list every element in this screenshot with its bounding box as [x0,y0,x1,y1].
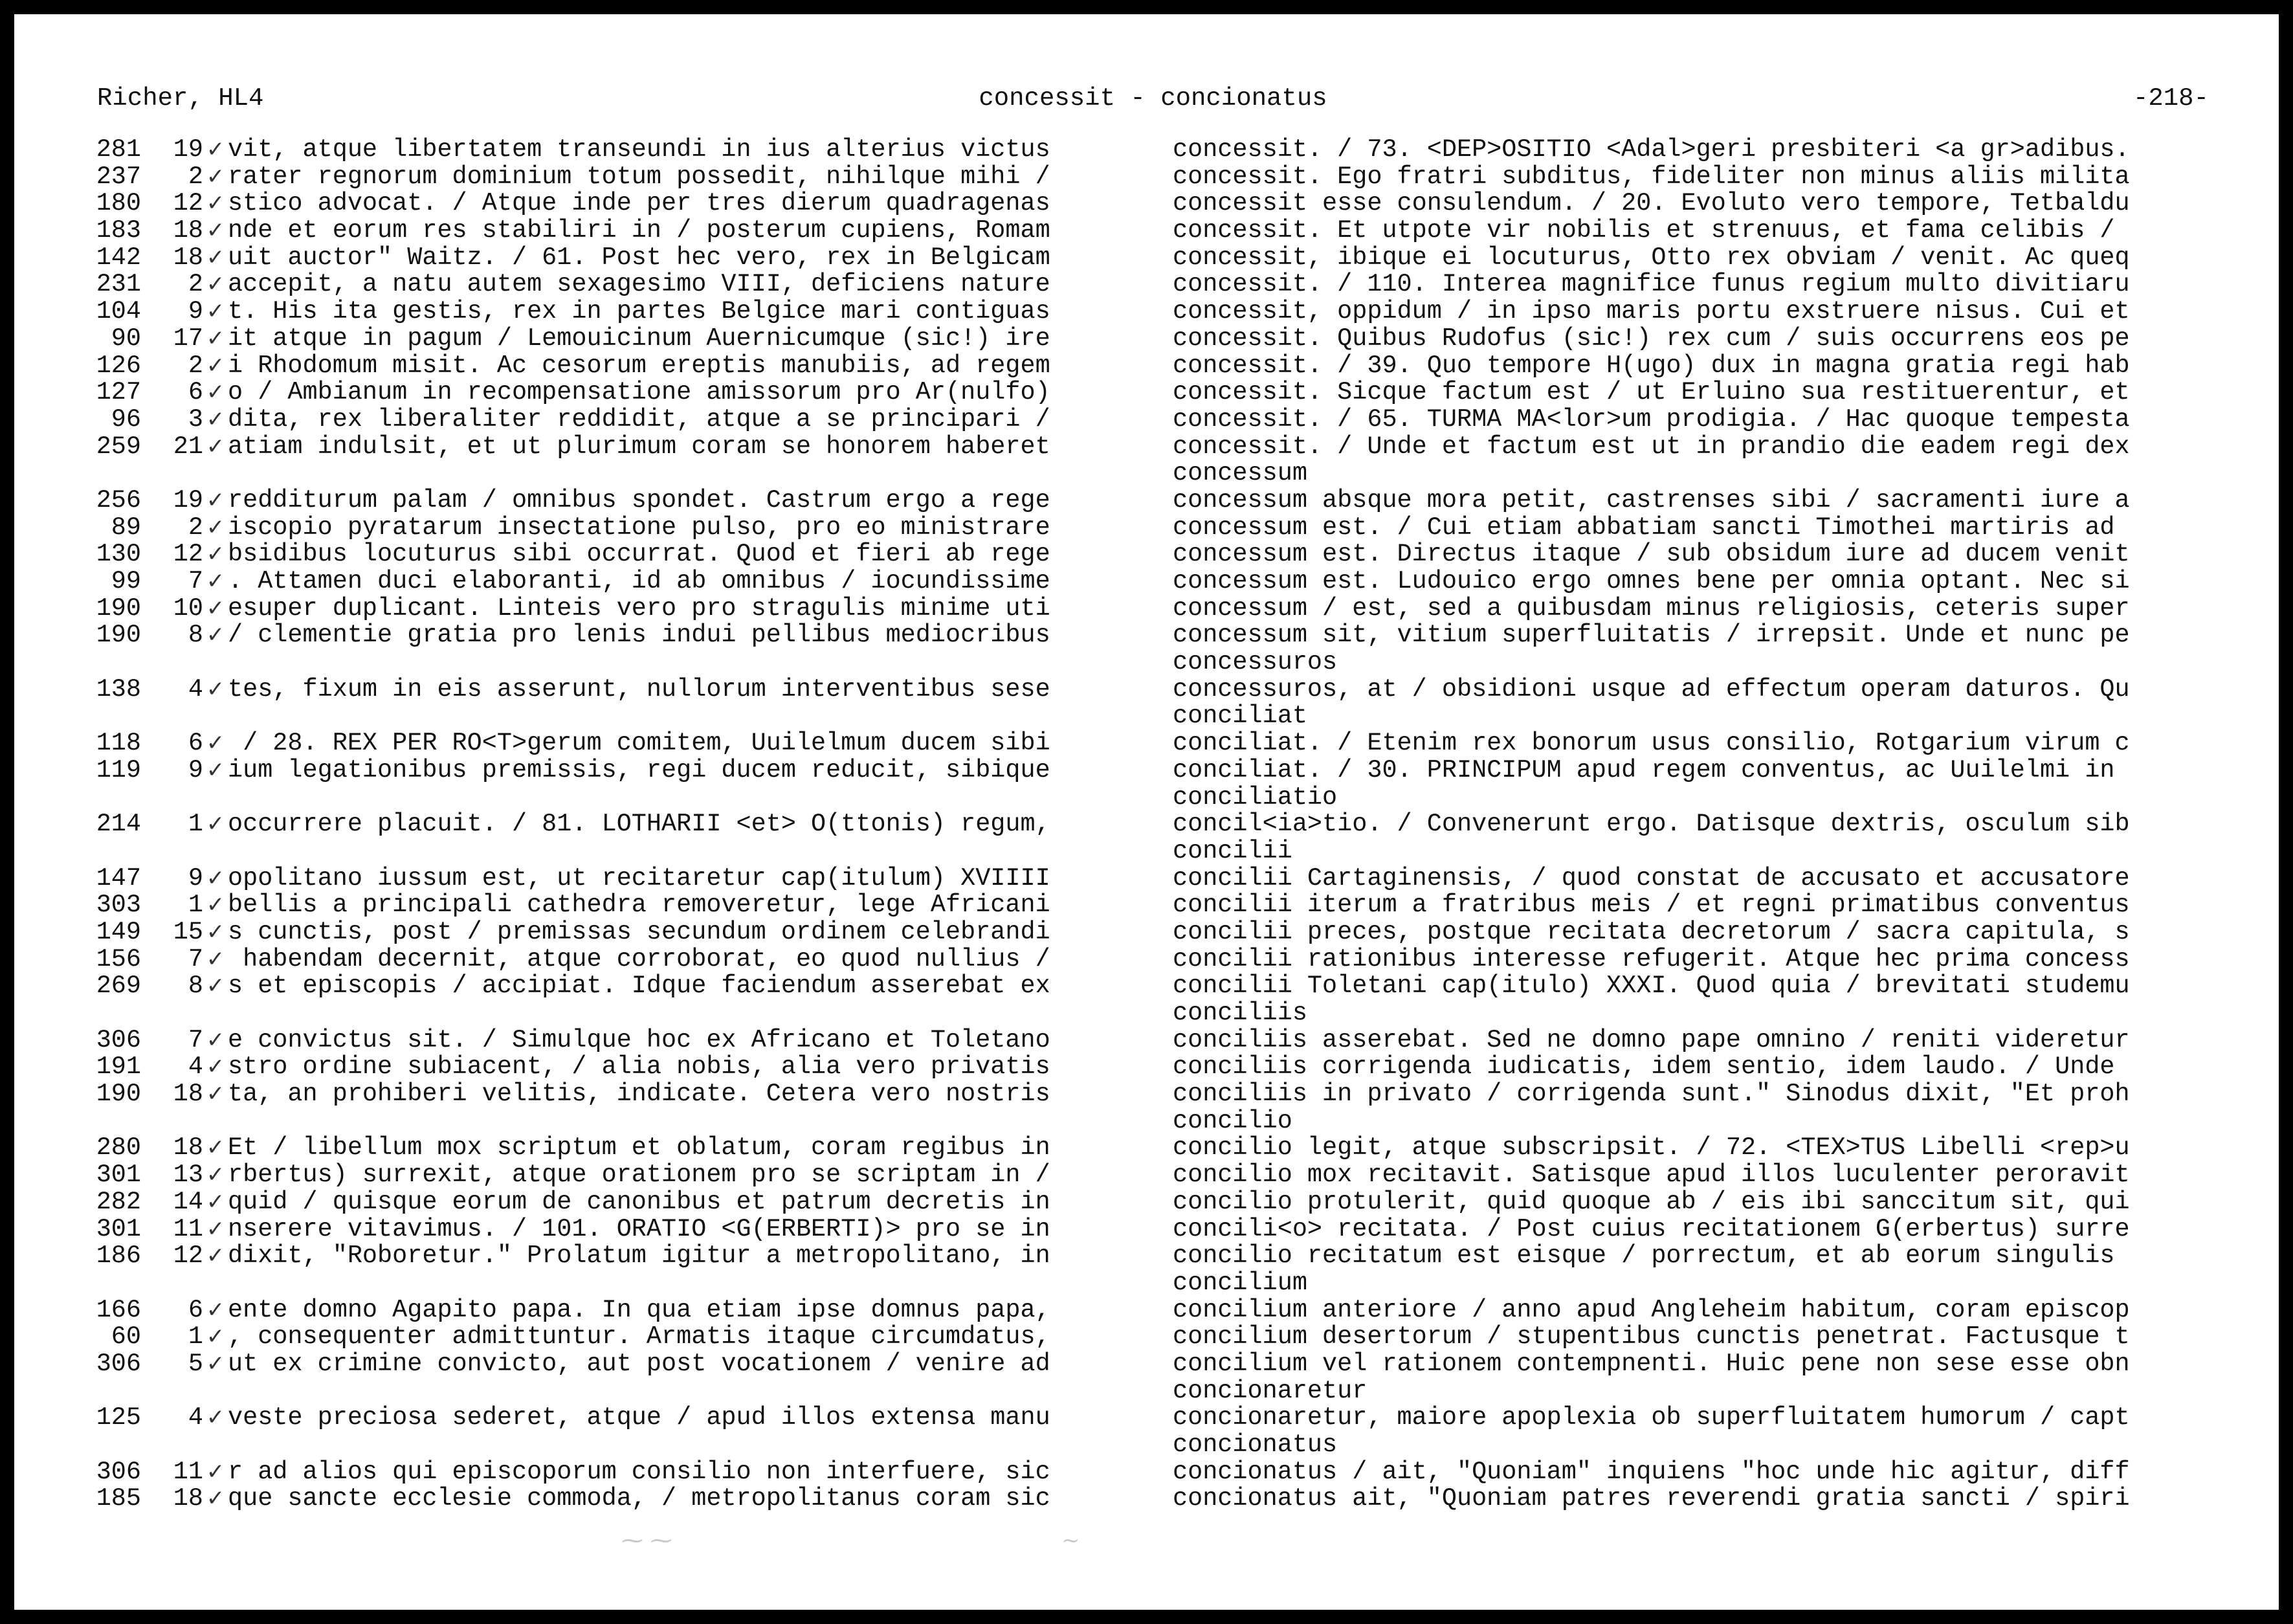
keyword-context: concessit. / 110. Interea magnifice funus regium multo divitiaru [1173,271,2130,299]
check-mark-icon: ✓ [206,1135,225,1161]
concordance-row [0,919,2293,946]
concordance-row [0,622,2293,649]
left-context: occurrere placuit. / 81. LOTHARII <et> O(ttonis) regum, [228,811,1050,838]
page-number: 183 [96,217,141,245]
line-number: 1 [188,892,203,919]
headword-row [0,1108,2293,1135]
headword-row [0,460,2293,487]
keyword-context: concessum est. Directus itaque / sub obsidum iure ad ducem venit [1173,541,2130,569]
left-context: esuper duplicant. Linteis vero pro stragulis minime uti [228,595,1050,623]
keyword-context: concessit. / 65. TURMA MA<lor>um prodigia. / Hac quoque tempesta [1173,406,2130,434]
left-context: / 28. REX PER RO<T>gerum comitem, Uuilelmum ducem sibi [228,730,1050,757]
page-number: 180 [96,190,141,218]
concordance-row [0,353,2293,380]
keyword-context: concili<o> recitata. / Post cuius recitationem G(erbertus) surre [1173,1216,2130,1243]
check-mark-icon: ✓ [206,892,225,918]
left-context: . Attamen duci elaboranti, id ab omnibus / iocundissime [228,568,1050,595]
page-number: 130 [96,541,141,569]
keyword-context: concilium vel rationem contempnenti. Huic pene non sese esse obn [1173,1350,2130,1378]
left-context: ta, an prohiberi velitis, indicate. Cetera vero nostris [228,1081,1050,1108]
check-mark-icon: ✓ [206,1216,225,1242]
check-mark-icon: ✓ [206,325,225,351]
concordance-row [0,326,2293,353]
page-number: 301 [96,1216,141,1243]
check-mark-icon: ✓ [206,352,225,379]
left-context: nde et eorum res stabiliri in / posterum cupiens, Romam [228,217,1050,245]
line-number: 10 [173,595,203,623]
page-number: 186 [96,1243,141,1270]
headword: conciliis [1173,1000,1307,1027]
concordance-row [0,865,2293,893]
page-number: 280 [96,1135,141,1162]
left-context: r ad alios qui episcoporum consilio non interfuere, sic [228,1458,1050,1486]
page-number: 127 [96,379,141,406]
keyword-context: conciliat. / Etenim rex bonorum usus consilio, Rotgarium virum c [1173,730,2130,757]
concordance-row [0,973,2293,1000]
check-mark-icon: ✓ [206,433,225,460]
check-mark-icon: ✓ [206,946,225,972]
keyword-context: concilio protulerit, quid quoque ab / eis ibi sanccitum sit, qui [1173,1188,2130,1216]
page-header [97,83,2209,114]
check-mark-icon: ✓ [206,298,225,325]
keyword-context: concilio recitatum est eisque / porrectum, et ab eorum singulis [1173,1243,2115,1270]
check-mark-icon: ✓ [206,1027,225,1053]
concordance-row [0,164,2293,191]
check-mark-icon: ✓ [206,1458,225,1485]
faint-pencil-marks-2: ~ [1061,1528,1080,1553]
line-number: 2 [188,352,203,380]
concordance-row [0,1135,2293,1162]
check-mark-icon: ✓ [206,1485,225,1512]
concordance-list [0,137,2293,1513]
headword-row [0,1378,2293,1405]
left-context: veste preciosa sederet, atque / apud illos extensa manu [228,1405,1050,1432]
concordance-row [0,217,2293,245]
line-number: 6 [188,730,203,757]
concordance-row [0,676,2293,704]
concordance-row [0,271,2293,298]
line-number: 11 [173,1216,203,1243]
keyword-context: conciliis in privato / corrigenda sunt." Sinodus dixit, "Et proh [1173,1081,2130,1108]
line-number: 15 [173,918,203,946]
page-number: 96 [111,406,141,434]
line-number: 17 [173,325,203,353]
left-context: quid / quisque eorum de canonibus et patrum decretis in [228,1188,1050,1216]
check-mark-icon: ✓ [206,217,225,244]
check-mark-icon: ✓ [206,190,225,217]
concordance-row [0,1081,2293,1108]
check-mark-icon: ✓ [206,271,225,298]
keyword-context: concessuros, at / obsidioni usque ad effectum operam daturos. Qu [1173,676,2130,704]
check-mark-icon: ✓ [206,1054,225,1080]
keyword-context: concilium anteriore / anno apud Angleheim habitum, coram episcop [1173,1296,2130,1324]
keyword-context: concessit, ibique ei locuturus, Otto rex obviam / venit. Ac queq [1173,244,2130,272]
left-context: / clementie gratia pro lenis indui pellibus mediocribus [228,622,1050,650]
keyword-context: concessit. Quibus Rudofus (sic!) rex cum / suis occurrens eos pe [1173,325,2130,353]
headword-row [0,784,2293,812]
check-mark-icon: ✓ [206,487,225,513]
headword: conciliat [1173,703,1307,731]
left-context: vit, atque libertatem transeundi in ius alterius victus [228,137,1050,164]
page-number: 185 [96,1485,141,1513]
left-context: Et / libellum mox scriptum et oblatum, coram regibus in [228,1135,1050,1162]
page-number: 149 [96,918,141,946]
check-mark-icon: ✓ [206,1350,225,1377]
check-mark-icon: ✓ [206,137,225,162]
keyword-context: concil<ia>tio. / Convenerunt ergo. Datisque dextris, osculum sib [1173,811,2130,838]
check-mark-icon: ✓ [206,163,225,190]
concordance-row [0,1485,2293,1513]
left-context: rbertus) surrexit, atque orationem pro se scriptam in / [228,1162,1050,1189]
concordance-row [0,1243,2293,1270]
line-number: 6 [188,379,203,406]
faint-pencil-marks: ⁓ ⁓ [621,1528,672,1553]
keyword-context: concessit. / Unde et factum est ut in prandio die eadem regi dex [1173,433,2130,461]
concordance-row [0,568,2293,595]
page-number: 99 [111,568,141,595]
keyword-context: concessum est. / Cui etiam abbatiam sancti Timothei martiris ad [1173,514,2115,542]
left-context: habendam decernit, atque corroborat, eo quod nullius / [228,946,1050,973]
line-number: 3 [188,406,203,434]
concordance-row [0,298,2293,326]
concordance-row [0,1054,2293,1081]
check-mark-icon: ✓ [206,622,225,649]
page-number: 190 [96,1081,141,1108]
page-number: 89 [111,514,141,542]
keyword-context: concessit, oppidum / in ipso maris portu exstruere nisus. Cui et [1173,298,2130,326]
keyword-context: concionaretur, maiore apoplexia ob superfluitatem humorum / capt [1173,1405,2130,1432]
keyword-context: concilii rationibus interesse refugerit. Atque hec prima concess [1173,946,2130,973]
left-context: rater regnorum dominium totum possedit, nihilque mihi / [228,163,1050,191]
check-mark-icon: ✓ [206,379,225,406]
page-number: 142 [96,244,141,272]
left-context: iscopio pyratarum insectatione pulso, pro eo ministrare [228,514,1050,542]
concordance-row [0,379,2293,406]
header-page-number: -218- [2132,84,2209,113]
concordance-row [0,1216,2293,1243]
concordance-row [0,541,2293,568]
concordance-row [0,1189,2293,1216]
headword: concilio [1173,1107,1292,1135]
page-number: 237 [96,163,141,191]
line-number: 9 [188,865,203,893]
check-mark-icon: ✓ [206,730,225,757]
line-number: 18 [173,217,203,245]
left-context: stico advocat. / Atque inde per tres dierum quadragenas [228,190,1050,218]
line-number: 8 [188,973,203,1001]
concordance-row [0,487,2293,515]
check-mark-icon: ✓ [206,541,225,568]
keyword-context: concessit. Ego fratri subditus, fideliter non minus aliis milita [1173,163,2130,191]
line-number: 9 [188,757,203,784]
headword: conciliatio [1173,784,1338,812]
concordance-row [0,1297,2293,1324]
keyword-context: conciliat. / 30. PRINCIPUM apud regem conventus, ac Uuilelmi in [1173,757,2115,784]
page-number: 125 [96,1405,141,1432]
left-context: redditurum palam / omnibus spondet. Castrum ergo a rege [228,487,1050,515]
left-context: i Rhodomum misit. Ac cesorum ereptis manubiis, ad regem [228,352,1050,380]
page-number: 259 [96,433,141,461]
page-number: 190 [96,595,141,623]
keyword-context: concilio legit, atque subscripsit. / 72. <TEX>TUS Libelli <rep>u [1173,1135,2130,1162]
left-context: atiam indulsit, et ut plurimum coram se honorem haberet [228,433,1050,461]
concordance-row [0,1162,2293,1189]
concordance-row [0,190,2293,217]
line-number: 4 [188,1054,203,1082]
page-number: 231 [96,271,141,299]
check-mark-icon: ✓ [206,1296,225,1323]
page-number: 126 [96,352,141,380]
concordance-row [0,245,2293,272]
check-mark-icon: ✓ [206,514,225,540]
keyword-context: conciliis corrigenda iudicatis, idem sentio, idem laudo. / Unde [1173,1054,2115,1082]
left-context: opolitano iussum est, ut recitaretur cap(itulum) XVIIII [228,865,1050,893]
left-context: , consequenter admittuntur. Armatis itaque circumdatus, [228,1324,1050,1351]
check-mark-icon: ✓ [206,1405,225,1431]
concordance-row [0,1351,2293,1378]
line-number: 7 [188,946,203,973]
line-number: 5 [188,1350,203,1378]
page-number: 256 [96,487,141,515]
check-mark-icon: ✓ [206,811,225,838]
page-number: 119 [96,757,141,784]
keyword-context: concessum / est, sed a quibusdam minus religiosis, ceteris super [1173,595,2130,623]
left-context: que sancte ecclesie commoda, / metropolitanus coram sic [228,1485,1050,1513]
check-mark-icon: ✓ [206,1162,225,1188]
check-mark-icon: ✓ [206,1324,225,1350]
line-number: 21 [173,433,203,461]
headword-row [0,1270,2293,1297]
header-range: concessit - concionatus [979,84,1327,113]
keyword-context: concilio mox recitavit. Satisque apud illos luculenter peroravit [1173,1162,2130,1189]
headword-row [0,838,2293,865]
left-context: ut ex crimine convicto, aut post vocationem / venire ad [228,1350,1050,1378]
check-mark-icon: ✓ [206,595,225,621]
headword: concionaretur [1173,1377,1368,1405]
concordance-row [0,946,2293,973]
left-context: tes, fixum in eis asserunt, nullorum interventibus sese [228,676,1050,704]
line-number: 12 [173,190,203,218]
check-mark-icon: ✓ [206,244,225,271]
left-context: dita, rex liberaliter reddidit, atque a se principari / [228,406,1050,434]
line-number: 4 [188,676,203,704]
keyword-context: conciliis asserebat. Sed ne domno pape omnino / reniti videretur [1173,1027,2130,1054]
concordance-row [0,434,2293,461]
line-number: 7 [188,568,203,595]
page-number: 214 [96,811,141,838]
page-number: 104 [96,298,141,326]
line-number: 8 [188,622,203,650]
page-number: 118 [96,730,141,757]
concordance-row [0,1324,2293,1351]
page-number: 138 [96,676,141,704]
left-context: e convictus sit. / Simulque hoc ex Africano et Toletano [228,1027,1050,1054]
line-number: 1 [188,1324,203,1351]
page-number: 269 [96,973,141,1001]
page-number: 166 [96,1296,141,1324]
line-number: 13 [173,1162,203,1189]
keyword-context: concessit esse consulendum. / 20. Evoluto vero tempore, Tetbaldu [1173,190,2130,218]
left-context: bsidibus locuturus sibi occurrat. Quod et fieri ab rege [228,541,1050,569]
left-context: s cunctis, post / premissas secundum ordinem celebrandi [228,918,1050,946]
check-mark-icon: ✓ [206,757,225,783]
line-number: 12 [173,1243,203,1270]
keyword-context: concessum absque mora petit, castrenses sibi / sacramenti iure a [1173,487,2130,515]
keyword-context: concessit. Sicque factum est / ut Erluino sua restituerentur, et [1173,379,2130,406]
page-number: 303 [96,892,141,919]
headword: concilii [1173,838,1292,865]
keyword-context: concilii iterum a fratribus meis / et regni primatibus conventus [1173,892,2130,919]
check-mark-icon: ✓ [206,973,225,999]
headword: concessuros [1173,649,1338,676]
line-number: 18 [173,244,203,272]
page-number: 90 [111,325,141,353]
line-number: 18 [173,1135,203,1162]
keyword-context: concessum est. Ludouico ergo omnes bene per omnia optant. Nec si [1173,568,2130,595]
line-number: 2 [188,271,203,299]
concordance-row [0,1405,2293,1432]
page-number: 306 [96,1350,141,1378]
keyword-context: concilium desertorum / stupentibus cunctis penetrat. Factusque t [1173,1324,2130,1351]
concordance-row [0,730,2293,757]
left-context: bellis a principali cathedra removeretur, lege Africani [228,892,1050,919]
page-number: 60 [111,1324,141,1351]
line-number: 9 [188,298,203,326]
line-number: 6 [188,1296,203,1324]
left-context: nserere vitavimus. / 101. ORATIO <G(ERBERTI)> pro se in [228,1216,1050,1243]
concordance-row [0,137,2293,164]
left-context: it atque in pagum / Lemouicinum Auernicumque (sic!) ire [228,325,1050,353]
keyword-context: concessum sit, vitium superfluitatis / irrepsit. Unde et nunc pe [1173,622,2130,650]
line-number: 7 [188,1027,203,1054]
concordance-row [0,757,2293,784]
left-context: accepit, a natu autem sexagesimo VIII, deficiens nature [228,271,1050,299]
page-number: 282 [96,1188,141,1216]
line-number: 18 [173,1485,203,1513]
concordance-row [0,892,2293,919]
concordance-row [0,515,2293,542]
concordance-row [0,811,2293,838]
keyword-context: concionatus / ait, "Quoniam" inquiens "hoc unde hic agitur, diff [1173,1458,2130,1486]
page-number: 191 [96,1054,141,1082]
concordance-row [0,406,2293,434]
check-mark-icon: ✓ [206,568,225,594]
headword: concessum [1173,460,1307,487]
check-mark-icon: ✓ [206,676,225,702]
line-number: 4 [188,1405,203,1432]
page-number: 306 [96,1458,141,1486]
headword-row [0,703,2293,730]
concordance-row [0,1027,2293,1054]
line-number: 11 [173,1458,203,1486]
left-context: t. His ita gestis, rex in partes Belgice mari contiguas [228,298,1050,326]
line-number: 2 [188,514,203,542]
headword-row [0,1000,2293,1027]
keyword-context: concilii preces, postque recitata decretorum / sacra capitula, s [1173,918,2130,946]
page-number: 281 [96,137,141,164]
left-context: dixit, "Roboretur." Prolatum igitur a metropolitano, in [228,1243,1050,1270]
header-source: Richer, HL4 [97,84,264,113]
page-number: 156 [96,946,141,973]
keyword-context: concilii Cartaginensis, / quod constat de accusato et accusatore [1173,865,2130,893]
keyword-context: concessit. Et utpote vir nobilis et strenuus, et fama celibis / [1173,217,2115,245]
keyword-context: concilii Toletani cap(itulo) XXXI. Quod quia / brevitati studemu [1173,973,2130,1001]
line-number: 1 [188,811,203,838]
concordance-row [0,595,2293,623]
keyword-context: concionatus ait, "Quoniam patres reverendi gratia sancti / spiri [1173,1485,2130,1513]
left-context: o / Ambianum in recompensatione amissorum pro Ar(nulfo) [228,379,1050,406]
line-number: 19 [173,137,203,164]
line-number: 18 [173,1081,203,1108]
headword-row [0,649,2293,676]
line-number: 12 [173,541,203,569]
page-number: 301 [96,1162,141,1189]
check-mark-icon: ✓ [206,918,225,945]
check-mark-icon: ✓ [206,406,225,432]
headword: concilium [1173,1269,1307,1297]
headword: concionatus [1173,1432,1338,1459]
line-number: 14 [173,1188,203,1216]
left-context: uit auctor" Waitz. / 61. Post hec vero, rex in Belgicam [228,244,1050,272]
keyword-context: concessit. / 39. Quo tempore H(ugo) dux in magna gratia regi hab [1173,352,2130,380]
page-number: 306 [96,1027,141,1054]
keyword-context: concessit. / 73. <DEP>OSITIO <Adal>geri presbiteri <a gr>adibus. [1173,137,2130,164]
check-mark-icon: ✓ [206,865,225,891]
concordance-row [0,1459,2293,1486]
line-number: 19 [173,487,203,515]
check-mark-icon: ✓ [206,1188,225,1215]
left-context: s et episcopis / accipiat. Idque faciendum asserebat ex [228,973,1050,1001]
headword-row [0,1432,2293,1459]
page-number: 190 [96,622,141,650]
page-number: 147 [96,865,141,893]
check-mark-icon: ✓ [206,1243,225,1269]
left-context: ium legationibus premissis, regi ducem reducit, sibique [228,757,1050,784]
check-mark-icon: ✓ [206,1081,225,1107]
line-number: 2 [188,163,203,191]
left-context: stro ordine subiacent, / alia nobis, alia vero privatis [228,1054,1050,1082]
left-context: ente domno Agapito papa. In qua etiam ipse domnus papa, [228,1296,1050,1324]
